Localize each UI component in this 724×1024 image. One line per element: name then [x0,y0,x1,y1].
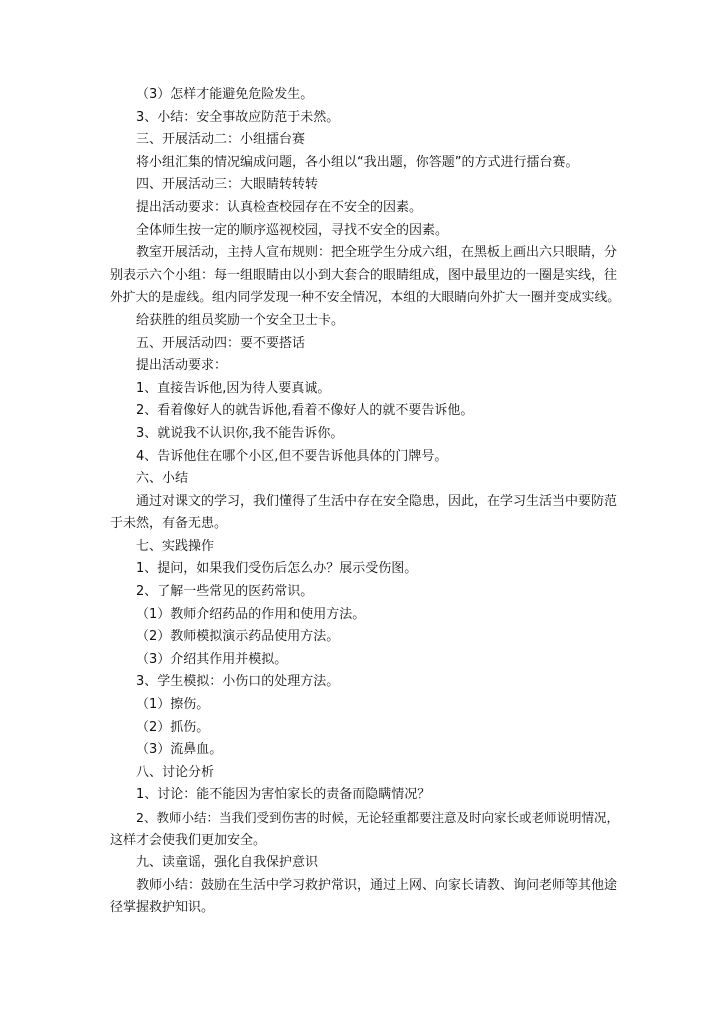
list-item: 1、提问，如果我们受伤后怎么办？展示受伤图。 [136,561,418,577]
list-item: 2、了解一些常见的医药常识。 [136,584,314,600]
text-line: 教师小结：鼓励在生活中学习救护常识，通过上网、向家长请教、询问老师等其他途 [136,877,618,893]
sub-list-item: （3）流鼻血。 [136,742,223,758]
text-line: 3、小结：安全事故应防范于未然。 [136,109,340,125]
text-line: 通过对课文的学习，我们懂得了生活中存在安全隐患，因此，在学习生活当中要防范 [136,493,618,509]
section-heading: 三、开展活动二：小组擂台赛 [136,132,306,148]
section-heading: 五、开展活动四：要不要搭话 [136,335,306,351]
text-line: 提出活动要求：认真检查校园存在不安全的因素。 [136,199,423,215]
sub-list-item: （2）抓伤。 [136,719,210,735]
section-heading: 七、实践操作 [136,538,215,554]
section-heading: 六、小结 [136,471,189,487]
sub-list-item: （3）介绍其作用并模拟。 [136,651,288,667]
list-item: 1、讨论：能不能因为害怕家长的责备而隐瞒情况？ [136,787,431,803]
text-line: 别表示六个小组：每一组眼睛由以小到大套合的眼睛组成，图中最里边的一圈是实线，往 [110,267,618,283]
text-line: 这样才会使我们更加安全。 [110,832,267,848]
list-item: 2、看着像好人的就告诉他,看着不像好人的就不要告诉他。 [136,403,474,419]
section-heading: 四、开展活动三：大眼睛转转转 [136,177,319,193]
section-heading: 八、讨论分析 [136,764,215,780]
text-line: 教室开展活动，主持人宣布规则：把全班学生分成六组，在黑板上画出六只眼睛，分 [136,245,618,261]
text-line: 径掌握救护知识。 [110,900,215,916]
document-body [110,84,622,920]
sub-list-item: （1）教师介绍药品的作用和使用方法。 [136,606,366,622]
text-line: 给获胜的组员奖励一个安全卫士卡。 [136,312,345,328]
list-item: 4、告诉他住在哪个小区,但不要告诉他具体的门牌号。 [136,448,448,464]
text-line: 全体师生按一定的顺序巡视校园，寻找不安全的因素。 [136,222,449,238]
list-item: 1、直接告诉他,因为待人要真诚。 [136,380,331,396]
list-item: 3、学生模拟：小伤口的处理方法。 [136,674,340,690]
list-item: 2、教师小结：当我们受到伤害的时候，无论轻重都要注意及时向家长或老师说明情况， [136,810,619,825]
text-line: 将小组汇集的情况编成问题，各小组以“我出题，你答题”的方式进行擂台赛。 [136,154,579,170]
text-line: 提出活动要求： [136,358,228,374]
section-heading: 九、读童谣，强化自我保护意识 [136,855,319,871]
text-line: 于未然，有备无患。 [110,516,228,532]
text-line: 外扩大的是虚线。组内同学发现一种不安全情况，本组的大眼睛向外扩大一圈并变成实线。 [110,290,620,306]
text-line: （3）怎样才能避免危险发生。 [136,87,314,102]
sub-list-item: （1）擦伤。 [136,697,210,713]
sub-list-item: （2）教师模拟演示药品使用方法。 [136,629,340,645]
list-item: 3、就说我不认识你,我不能告诉你。 [136,425,344,441]
